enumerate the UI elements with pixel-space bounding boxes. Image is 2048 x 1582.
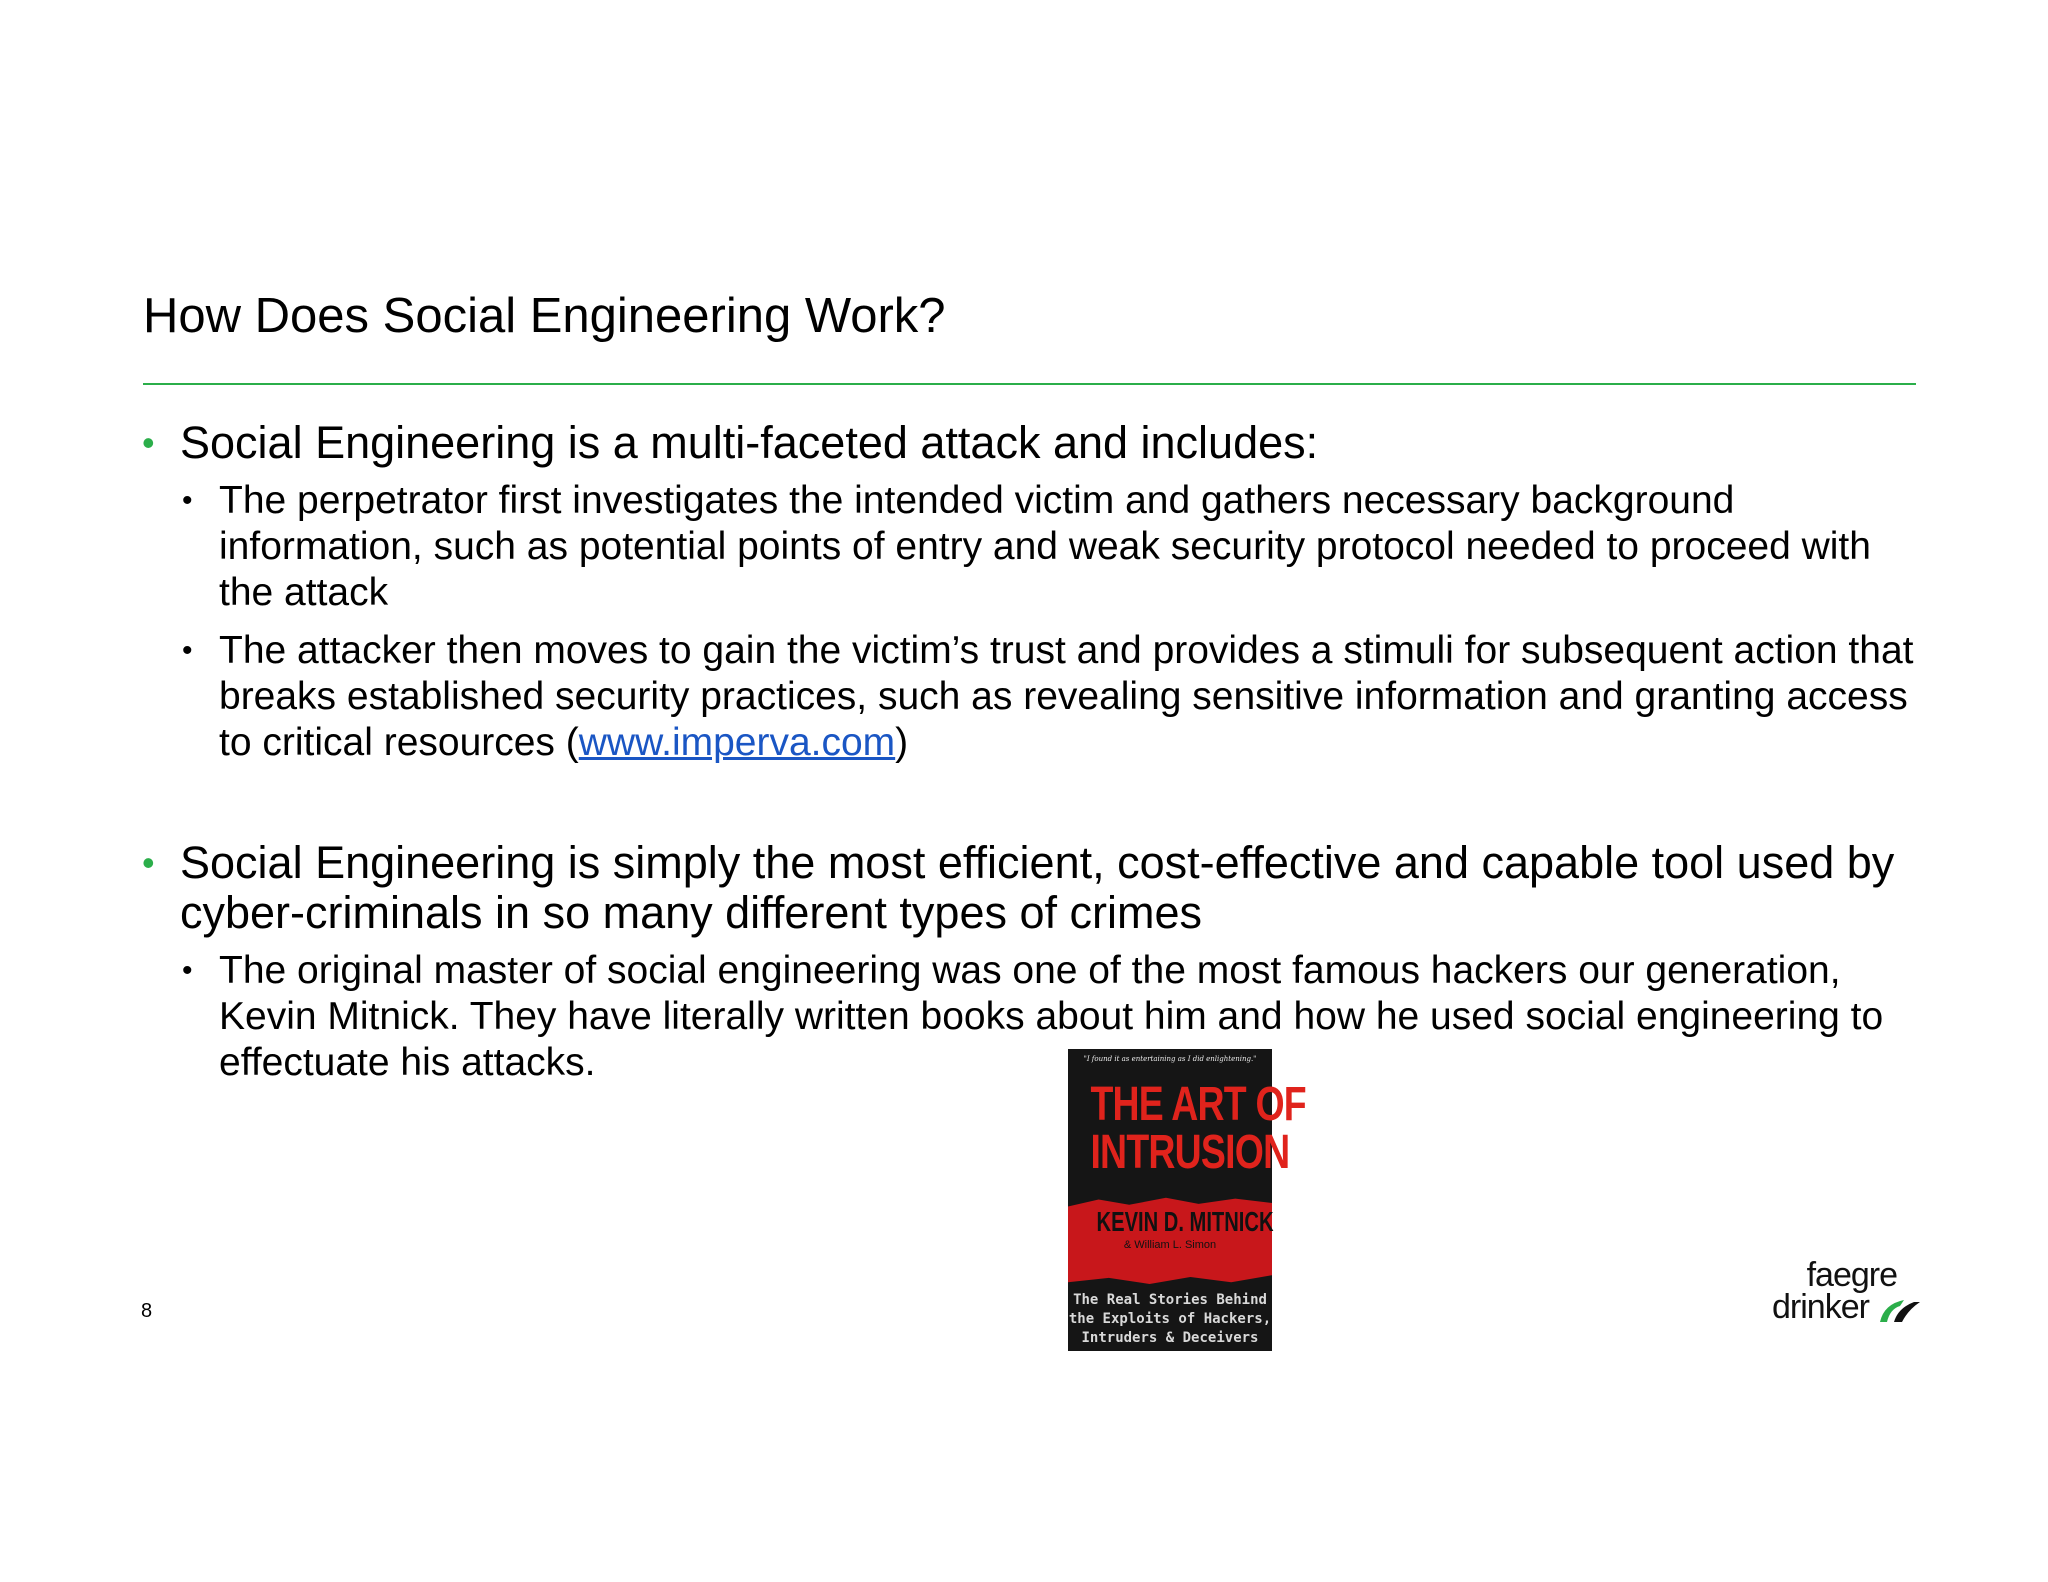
faegre-drinker-logo [1768,1258,1928,1328]
logo-mark-icon [1874,1296,1924,1326]
book-title-line1: THE ART OF [1090,1078,1306,1131]
logo-text-line1: faegre [1806,1256,1897,1294]
imperva-link[interactable]: www.imperva.com [578,721,896,764]
sub-bullet-text: The perpetrator first investigates the intended victim and gathers necessary background information, such as potential points of entry and weak security protocol needed to proceed with the attack [219,479,1871,614]
sub-bullet-item [182,628,1919,766]
bullet-item [142,837,1940,938]
book-author: KEVIN D. MITNICK [1096,1206,1274,1237]
title-divider [143,383,1916,385]
green-bullet-icon: • [142,842,155,883]
sub-bullet-text-end: ) [895,721,909,764]
page-number: 8 [141,1300,153,1322]
book-title [1090,1078,1306,1179]
green-bullet-icon: • [142,422,155,463]
bullet-icon: • [182,634,193,667]
book-subtitle: The Real Stories Behind the Exploits of Hackers, Intruders & Deceivers [1068,1292,1272,1346]
bullet-text: Social Engineering is a multi-faceted attack and includes: [180,417,1319,468]
bullet-icon: • [182,954,193,987]
sub-bullet-text: The original master of social engineering was one of the most famous hackers our generation, Kevin Mitnick. They have literally written books about him and how he used social engineering to effectuate his attacks. [219,949,1884,1084]
sub-bullet-item [182,478,1919,616]
bullet-item [142,417,1940,468]
book-coauthor: & William L. Simon [1123,1239,1217,1251]
sub-bullet-text: The attacker then moves to gain the victim’s trust and provides a stimuli for subsequent action that breaks established security practices, such as revealing sensitive information and granting access to critical resources ( [219,629,1914,764]
bullet-text: Social Engineering is simply the most efficient, cost-effective and capable tool used by cyber-criminals in so many different types of crimes [180,837,1895,938]
slide-title: How Does Social Engineering Work? [143,289,946,343]
book-title-line2: INTRUSION [1090,1126,1290,1179]
bullet-icon: • [182,484,193,517]
book-quote: "I found it as entertaining as I did enlightening." [1083,1055,1257,1063]
logo-text-line2: drinker [1772,1288,1869,1326]
book-cover-image [1068,1049,1306,1351]
